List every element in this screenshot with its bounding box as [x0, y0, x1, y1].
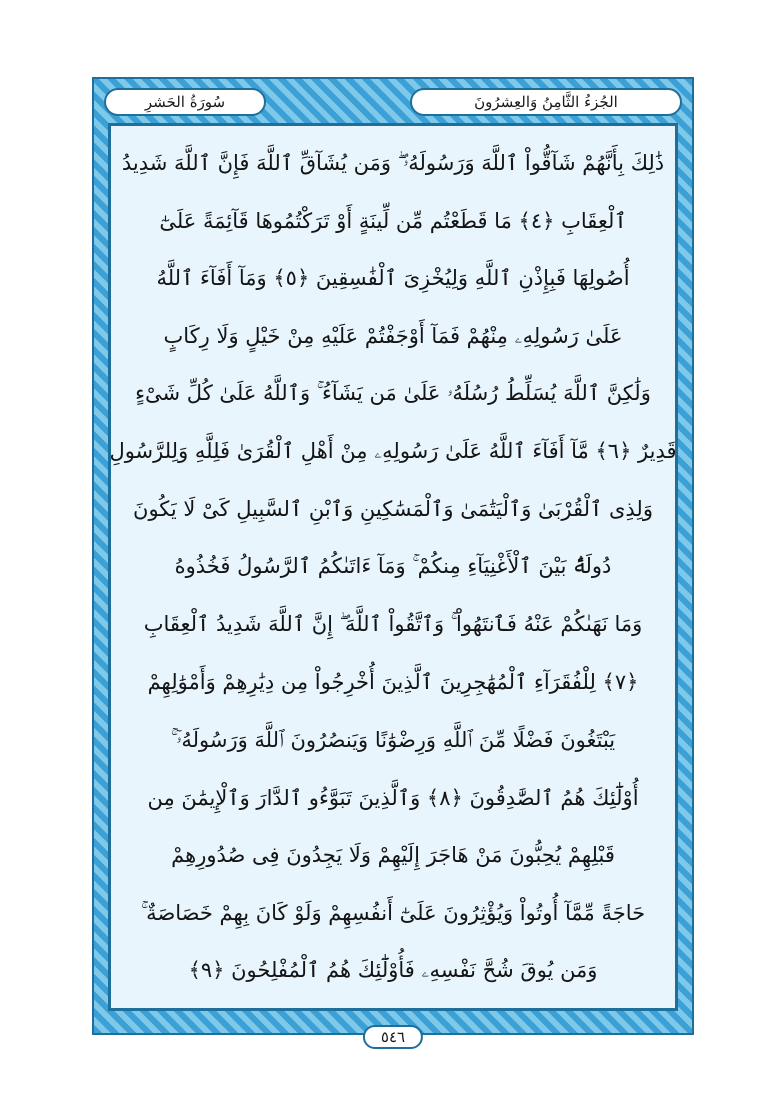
page-frame [92, 77, 694, 1046]
verse-line: يَبْتَغُونَ فَضْلًا مِّنَ ٱللَّهِ وَرِضْوَٰنًا وَيَنصُرُونَ ٱللَّهَ وَرَسُولَهُۥٓ ۚ [170, 727, 616, 752]
verse-line: قَدِيرٌ ﴿٦﴾ مَّآ أَفَآءَ ٱللَّهُ عَلَىٰ رَسُولِهِۦ مِنْ أَهْلِ ٱلْقُرَىٰ فَلِلَّهِ وَلِلرَّسُولِ [109, 439, 677, 464]
verse-line: وَمَن يُوقَ شُحَّ نَفْسِهِۦ فَأُوْلَٰٓئِكَ هُمُ ٱلْمُفْلِحُونَ ﴿٩﴾ [188, 958, 598, 983]
verse-line: ٱلْعِقَابِ ﴿٤﴾ مَا قَطَعْتُم مِّن لِّينَةٍ أَوْ تَرَكْتُمُوهَا قَآئِمَةً عَلَىٰٓ [159, 208, 627, 233]
page-header [104, 87, 682, 117]
verse-line: دُولَةًۢ بَيْنَ ٱلْأَغْنِيَآءِ مِنكُمْ ۚ وَمَآ ءَاتَىٰكُمُ ٱلرَّسُولُ فَخُذُوهُ [174, 554, 612, 579]
verse-line: ذَٰلِكَ بِأَنَّهُمْ شَآقُّواْ ٱللَّهَ وَرَسُولَهُۥ ۖ وَمَن يُشَآقِّ ٱللَّهَ فَإِنَّ ٱللَّهَ شَدِيدُ [121, 150, 665, 175]
verse-line: حَاجَةً مِّمَّآ أُوتُواْ وَيُؤْثِرُونَ عَلَىٰٓ أَنفُسِهِمْ وَلَوْ كَانَ بِهِمْ خَصَاصَةٌ ۚ [140, 900, 646, 925]
verse-line: وَلَٰكِنَّ ٱللَّهَ يُسَلِّطُ رُسُلَهُۥ عَلَىٰ مَن يَشَآءُ ۚ وَٱللَّهُ عَلَىٰ كُلِّ شَىْءٍ [135, 381, 651, 406]
surah-title: سُورَةُ الحَشرِ [104, 88, 266, 116]
juz-title: الجُزءُ الثَّامِنُ وَالعِشرُونَ [410, 88, 682, 116]
verse-line: أُصُولِهَا فَبِإِذْنِ ٱللَّهِ وَلِيُخْزِىَ ٱلْفَٰسِقِينَ ﴿٥﴾ وَمَآ أَفَآءَ ٱللَّهُ [156, 266, 630, 291]
verse-line: وَلِذِى ٱلْقُرْبَىٰ وَٱلْيَتَٰمَىٰ وَٱلْمَسَٰكِينِ وَٱبْنِ ٱلسَّبِيلِ كَىْ لَا يَكُونَ [133, 497, 653, 522]
verse-line: وَمَا نَهَىٰكُمْ عَنْهُ فَٱنتَهُواْ ۚ وَٱتَّقُواْ ٱللَّهَ ۖ إِنَّ ٱللَّهَ شَدِيدُ ٱلْعِقَابِ [143, 612, 643, 637]
text-panel [108, 123, 678, 1011]
page-number: ٥٤٦ [363, 1025, 423, 1049]
verse-line: قَبْلِهِمْ يُحِبُّونَ مَنْ هَاجَرَ إِلَيْهِمْ وَلَا يَجِدُونَ فِى صُدُورِهِمْ [171, 843, 615, 868]
verse-lines [109, 136, 677, 998]
verse-line: أُوْلَٰٓئِكَ هُمُ ٱلصَّٰدِقُونَ ﴿٨﴾ وَٱلَّذِينَ تَبَوَّءُو ٱلدَّارَ وَٱلْإِيمَٰنَ مِن [147, 785, 639, 810]
verse-line: عَلَىٰ رَسُولِهِۦ مِنْهُمْ فَمَآ أَوْجَفْتُمْ عَلَيْهِ مِنْ خَيْلٍ وَلَا رِكَابٍ [163, 323, 623, 348]
verse-line: ﴿٧﴾ لِلْفُقَرَآءِ ٱلْمُهَٰجِرِينَ ٱلَّذِينَ أُخْرِجُواْ مِن دِيَٰرِهِمْ وَأَمْوَٰلِهِمْ [147, 670, 639, 695]
